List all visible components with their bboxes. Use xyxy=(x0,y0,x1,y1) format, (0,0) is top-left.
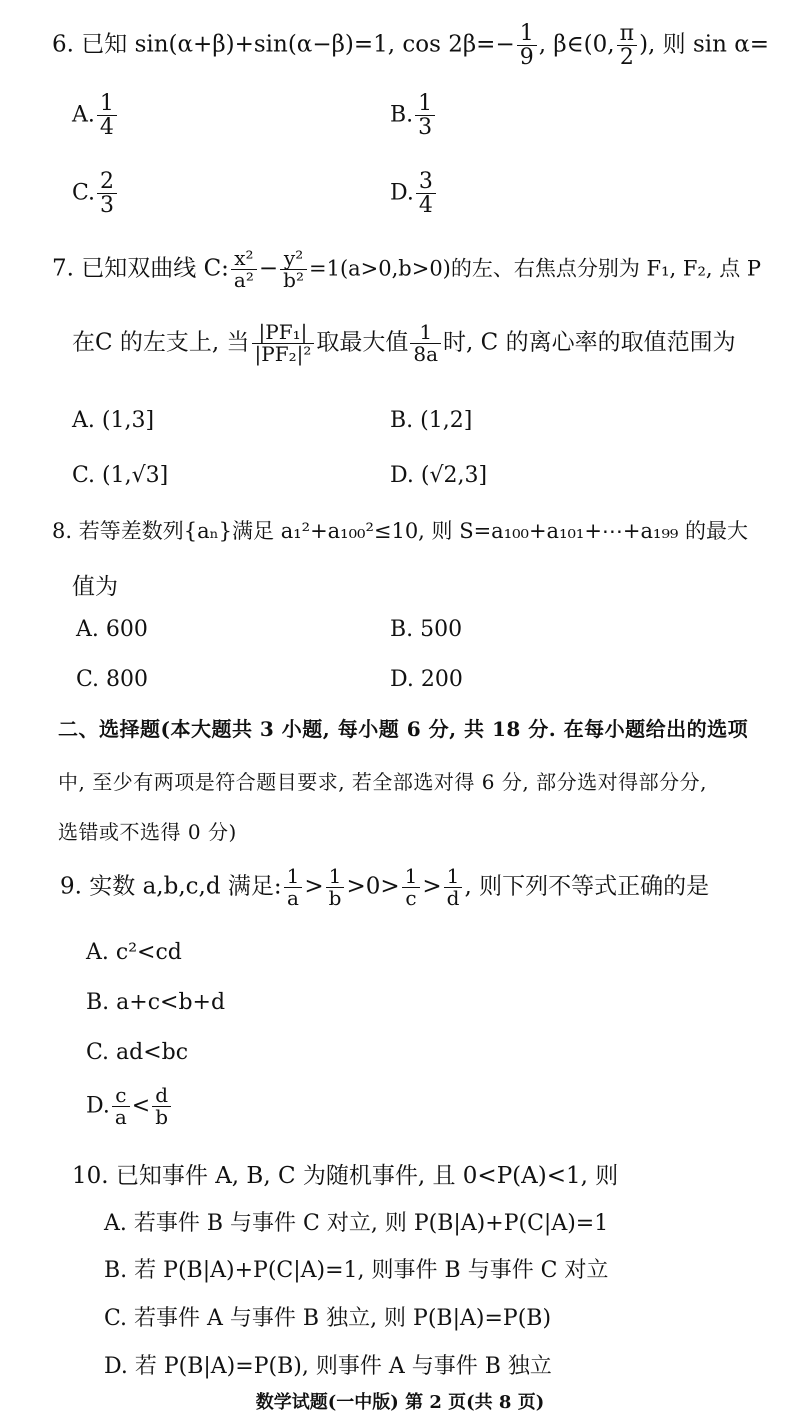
q10-stem: 10. 已知事件 A, B, C 为随机事件, 且 0<P(A)<1, 则 xyxy=(72,1163,619,1189)
option-letter: C. xyxy=(76,667,100,692)
option-letter: C. xyxy=(72,463,96,488)
q6-stem-text: 6. 已知 sin(α+β)+sin(α−β)=1, cos 2β=− xyxy=(52,31,515,58)
q8-option-c xyxy=(76,667,148,692)
q6-stem-post: ), 则 sin α= xyxy=(639,31,770,58)
option-text: (1,2] xyxy=(420,408,473,433)
frac-num: 3 xyxy=(416,170,436,194)
q9-optd-frac-right xyxy=(152,1085,171,1128)
q6-fraction-cos xyxy=(517,22,537,69)
frac-num: |PF₁| xyxy=(252,322,315,344)
q9-option-b: B. a+c<b+d xyxy=(86,990,226,1015)
q7-line2-post: 时, C 的离心率的取值范围为 xyxy=(443,329,736,356)
q6-option-c xyxy=(72,170,119,217)
q7-frac-y xyxy=(280,248,307,291)
q7-line2-pre: 在C 的左支上, 当 xyxy=(72,329,250,356)
frac-den: b xyxy=(155,1105,169,1129)
q7-line1-pre: 7. 已知双曲线 C: xyxy=(52,255,229,282)
q8-line1: 8. 若等差数列{aₙ}满足 a₁²+a₁₀₀²≤10, 则 S=a₁₀₀+a₁₀₁+⋯+a₁₉₉ 的最大 xyxy=(52,519,748,543)
q6-frac2-den: 2 xyxy=(619,45,634,71)
q9-optd-frac-left xyxy=(112,1085,130,1128)
frac-den: 8a xyxy=(413,342,439,366)
option-letter: D. xyxy=(86,1093,110,1119)
frac-num: 1 xyxy=(415,92,435,116)
q8-option-d xyxy=(390,667,463,692)
frac-den: a xyxy=(114,1105,127,1129)
q7-frac-max xyxy=(410,322,441,365)
frac-den: a xyxy=(287,886,299,910)
q10-option-c: C. 若事件 A 与事件 B 独立, 则 P(B|A)=P(B) xyxy=(104,1306,552,1331)
q9-option-c: C. ad<bc xyxy=(86,1040,189,1065)
frac-den: 3 xyxy=(418,115,433,141)
q6-option-a xyxy=(72,92,119,139)
q9-frac-d xyxy=(444,866,463,909)
option-text: 600 xyxy=(105,617,148,642)
section2-line3: 选错或不选得 0 分) xyxy=(58,820,237,844)
q9-frac-b xyxy=(326,866,345,909)
option-letter: A. xyxy=(72,408,95,433)
q7-line2-mid: 取最大值 xyxy=(316,329,409,356)
q9-optd-lt: < xyxy=(131,1093,151,1119)
option-letter: B. xyxy=(390,102,414,128)
frac-den: 4 xyxy=(418,193,433,219)
option-text: 800 xyxy=(106,667,149,692)
q9-stem xyxy=(60,866,709,909)
q6-frac2-num: π xyxy=(617,22,637,46)
q6-frac1-num: 1 xyxy=(517,22,537,46)
q7-option-a xyxy=(72,408,154,433)
frac-num: c xyxy=(112,1085,130,1107)
q7-minus: − xyxy=(258,255,279,282)
q7-frac-x xyxy=(231,248,257,291)
frac-num: 1 xyxy=(402,866,421,888)
q7-option-c xyxy=(72,463,168,488)
q6-stem-mid: , β∈(0, xyxy=(538,31,615,58)
option-text: (1,√3] xyxy=(102,463,169,488)
frac-num: 1 xyxy=(326,866,345,888)
frac-den: a² xyxy=(233,268,254,292)
option-letter: B. xyxy=(390,408,414,433)
option-fraction xyxy=(415,92,435,139)
option-fraction xyxy=(97,170,117,217)
q7-option-b xyxy=(390,408,472,433)
q7-frac-pf xyxy=(252,322,315,365)
q9-gt3: > xyxy=(422,873,442,900)
page-footer: 数学试题(一中版) 第 2 页(共 8 页) xyxy=(255,1392,545,1413)
option-fraction xyxy=(416,170,436,217)
q6-fraction-pi xyxy=(617,22,637,69)
frac-den: c xyxy=(405,886,417,910)
q10-option-a: A. 若事件 B 与事件 C 对立, 则 P(B|A)+P(C|A)=1 xyxy=(104,1211,609,1236)
q9-frac-c xyxy=(402,866,421,909)
q6-option-b xyxy=(390,92,437,139)
q7-line2 xyxy=(72,322,736,365)
option-text: 200 xyxy=(420,667,463,692)
q8-option-a xyxy=(76,617,148,642)
option-fraction xyxy=(97,92,117,139)
frac-den: b² xyxy=(283,268,304,292)
q9-option-a: A. c²<cd xyxy=(86,940,182,965)
section2-line1-text: 二、选择题(本大题共 3 小题, 每小题 6 分, 共 18 分. 在每小题给出的选项 xyxy=(58,717,749,741)
option-text: (√2,3] xyxy=(420,463,488,488)
frac-den: |PF₂|² xyxy=(254,342,312,366)
frac-den: d xyxy=(446,886,460,910)
section2-line2: 中, 至少有两项是符合题目要求, 若全部选对得 6 分, 部分选对得部分分, xyxy=(58,770,707,794)
q8-line2: 值为 xyxy=(72,574,118,600)
option-text: 500 xyxy=(420,617,463,642)
q10-option-d: D. 若 P(B|A)=P(B), 则事件 A 与事件 B 独立 xyxy=(104,1354,552,1379)
option-text: (1,3] xyxy=(101,408,155,433)
option-letter: B. xyxy=(390,617,414,642)
frac-den: 4 xyxy=(99,115,114,141)
q10-option-b: B. 若 P(B|A)+P(C|A)=1, 则事件 B 与事件 C 对立 xyxy=(104,1258,609,1283)
q9-gt1: > xyxy=(304,873,324,900)
q9-stem-pre: 9. 实数 a,b,c,d 满足: xyxy=(60,873,282,900)
q6-frac1-den: 9 xyxy=(519,45,534,71)
q7-line1-post: =1(a>0,b>0)的左、右焦点分别为 F₁, F₂, 点 P xyxy=(308,256,762,281)
section2-line1 xyxy=(58,713,748,742)
frac-num: d xyxy=(152,1085,171,1107)
frac-num: 1 xyxy=(284,866,303,888)
option-letter: D. xyxy=(390,463,414,488)
option-letter: C. xyxy=(72,180,96,206)
q9-stem-post: , 则下列不等式正确的是 xyxy=(464,873,710,900)
option-letter: A. xyxy=(72,102,95,128)
q9-gt2: >0> xyxy=(346,873,400,900)
frac-num: 1 xyxy=(97,92,117,116)
frac-num: y² xyxy=(280,248,307,270)
q7-line1 xyxy=(52,248,761,291)
q9-option-d xyxy=(86,1085,173,1128)
frac-num: 1 xyxy=(410,322,441,344)
q8-option-b xyxy=(390,617,462,642)
q6-option-d xyxy=(390,170,438,217)
frac-num: 2 xyxy=(97,170,117,194)
option-letter: D. xyxy=(390,667,414,692)
q9-frac-a xyxy=(284,866,303,909)
frac-den: b xyxy=(328,886,342,910)
option-letter: A. xyxy=(76,617,99,642)
frac-num: x² xyxy=(231,248,257,270)
frac-den: 3 xyxy=(100,193,115,219)
q6-stem xyxy=(52,22,769,69)
option-letter: D. xyxy=(390,180,414,206)
frac-num: 1 xyxy=(444,866,463,888)
q7-option-d xyxy=(390,463,487,488)
